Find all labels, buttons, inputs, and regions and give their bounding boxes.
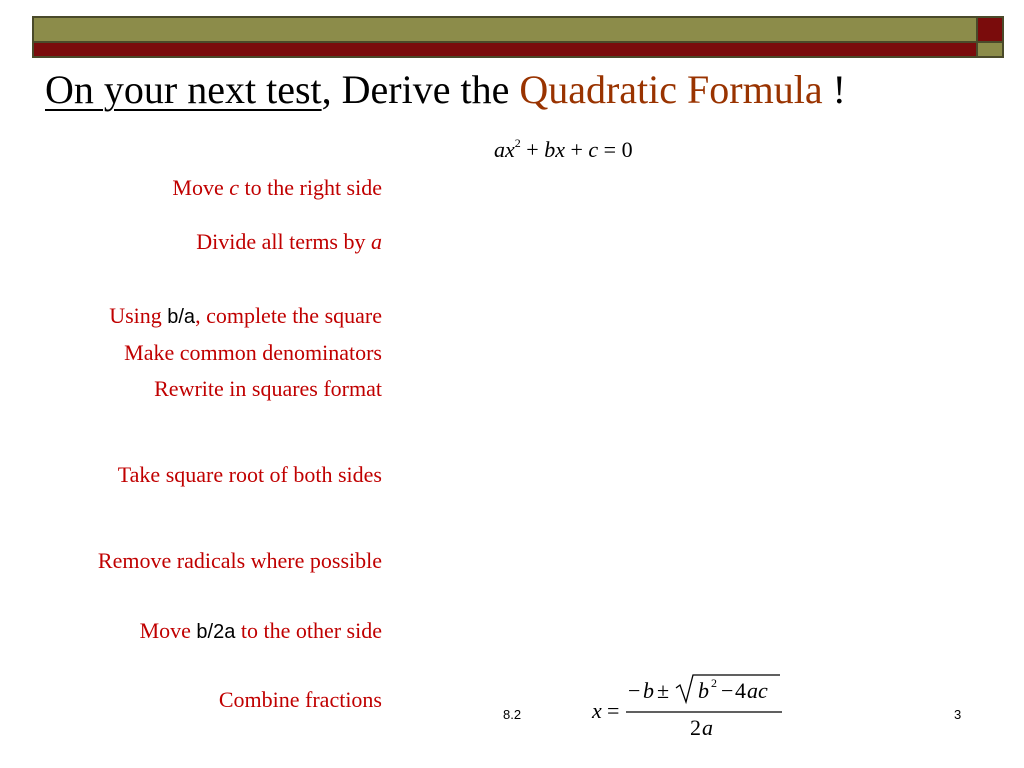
step-text: Rewrite in squares format	[154, 376, 382, 401]
slide-title	[45, 66, 846, 114]
formula-ac: ac	[747, 678, 768, 703]
header-bar-maroon	[32, 41, 978, 58]
corner-block-olive	[976, 41, 1004, 58]
step-squares-format	[154, 376, 382, 402]
title-accent-text: Quadratic Formula	[519, 67, 823, 112]
step-term: b/a	[167, 306, 196, 328]
step-text: to the right side	[239, 175, 382, 200]
eq-zero: 0	[621, 137, 633, 162]
eq-exponent: 2	[514, 136, 521, 150]
starting-equation	[494, 136, 633, 163]
step-text: Move	[139, 618, 197, 643]
formula-b2: b	[698, 678, 709, 703]
step-move-b2a	[140, 618, 382, 645]
eq-plus-2: +	[570, 137, 583, 162]
step-text: to the other side	[235, 618, 382, 643]
formula-a: a	[702, 715, 713, 740]
eq-ax: ax	[494, 137, 515, 162]
formula-two: 2	[690, 715, 701, 740]
step-text: , complete the square	[195, 303, 382, 328]
step-remove-radicals	[98, 548, 382, 574]
step-combine-fractions	[219, 687, 382, 713]
eq-bx: bx	[544, 137, 565, 162]
step-text: Remove radicals where possible	[97, 548, 382, 573]
step-divide-by-a	[196, 229, 382, 255]
step-complete-square	[109, 303, 382, 330]
title-end-text: !	[822, 67, 846, 112]
step-text: Move	[172, 175, 230, 200]
eq-c: c	[588, 137, 599, 162]
footer-page-number: 3	[954, 707, 962, 722]
title-underlined-text: On your next test	[45, 67, 322, 112]
formula-minus-2: −	[721, 678, 734, 703]
corner-block-maroon	[976, 16, 1004, 43]
formula-four: 4	[735, 678, 746, 703]
eq-plus-1: +	[526, 137, 539, 162]
quadratic-formula	[590, 672, 790, 742]
formula-minus: −	[628, 678, 641, 703]
step-square-root	[118, 462, 382, 488]
step-common-denominators	[124, 340, 382, 366]
title-middle-text: , Derive the	[321, 67, 520, 112]
step-italic: c	[229, 175, 240, 200]
formula-plusminus: ±	[657, 678, 670, 703]
step-italic: a	[371, 229, 382, 254]
formula-x: x	[592, 698, 602, 723]
step-text: Combine fractions	[218, 687, 382, 712]
step-move-c	[172, 175, 382, 201]
step-text: Make common denominators	[124, 340, 382, 365]
formula-b: b	[643, 678, 654, 703]
formula-exponent: 2	[711, 676, 717, 690]
header-bar-top	[32, 16, 978, 43]
step-text: Take square root of both sides	[117, 462, 382, 487]
step-text: Divide all terms by	[196, 229, 371, 254]
eq-equals: =	[603, 137, 617, 162]
formula-equals: =	[607, 698, 620, 723]
footer-section: 8.2	[503, 707, 522, 722]
step-text: Using	[109, 303, 168, 328]
step-term: b/2a	[196, 621, 236, 643]
